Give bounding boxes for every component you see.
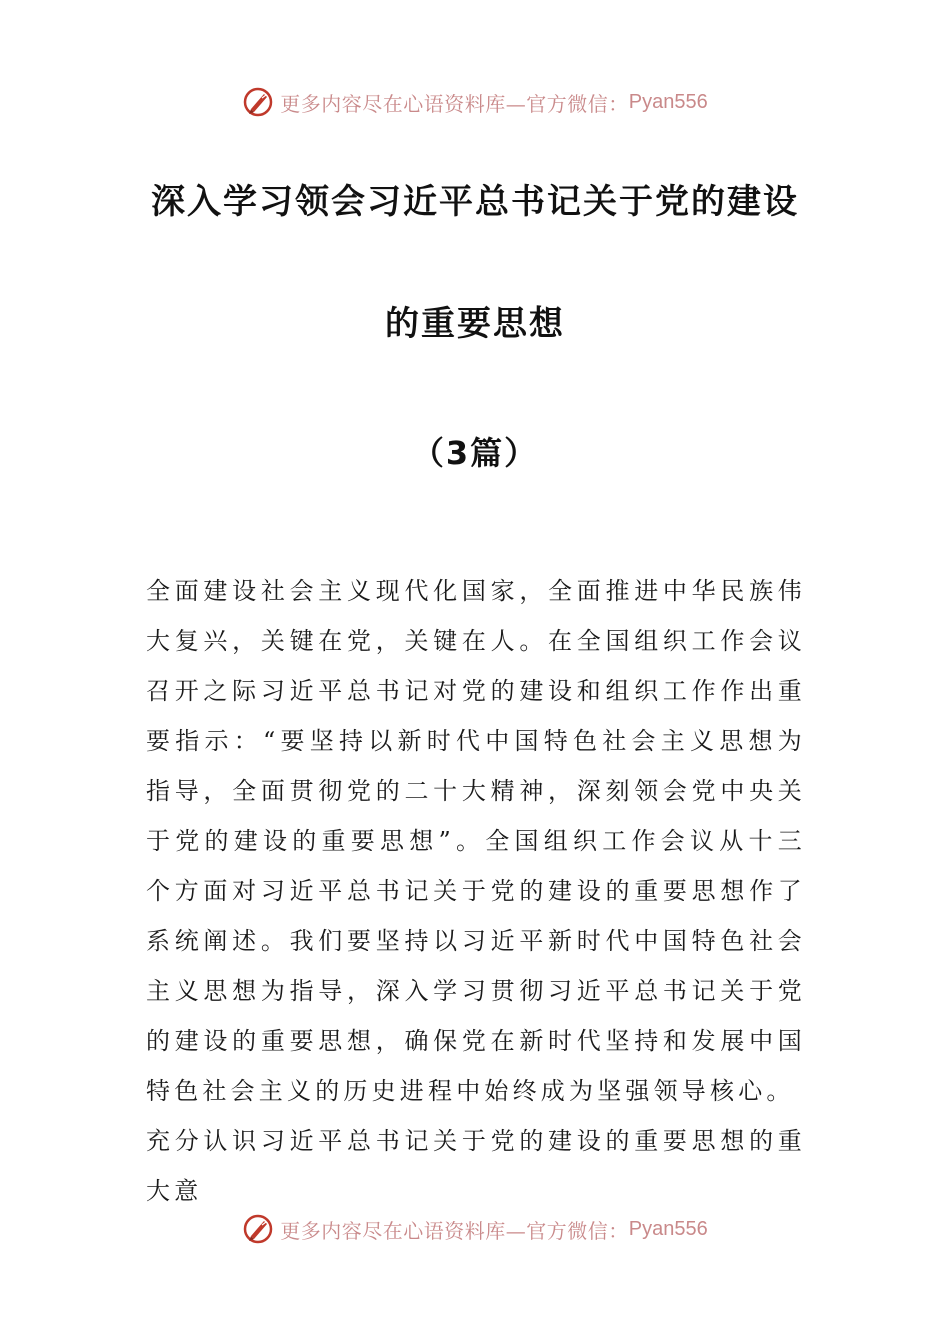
pen-logo-icon [242, 86, 274, 118]
document-body [146, 566, 806, 1216]
document-title-line-1: 深入学习领会习近平总书记关于党的建设 [151, 182, 799, 222]
document-title-line-2: 的重要思想 [385, 304, 565, 344]
watermark-wechat-id: Pyan556 [628, 1217, 708, 1240]
body-paragraph-1: 全面建设社会主义现代化国家，全面推进中华民族伟大复兴，关键在党，关键在人。在全国组织工作会议召开之际习近平总书记对党的建设和组织工作作出重要指示：“要坚持以新时代中国特色社会主义思想为指导，全面贯彻党的二十大精神，深刻领会党中央关于党的建设的重要思想”。全国组织工作会议从十三个方面对习近平总书记关于党的建设的重要思想作了系统阐述。我们要坚持以习近平新时代中国特色社会主义思想为指导，深入学习贯彻习近平总书记关于党的建设的重要思想，确保党在新时代坚持和发展中国特色社会主义的历史进程中始终成为坚强领导核心。 [146, 577, 806, 1105]
watermark-text: 更多内容尽在心语资料库—官方微信： [280, 1218, 629, 1243]
body-paragraph-2: 充分认识习近平总书记关于党的建设的重要思想的重大意 [146, 1127, 806, 1205]
footer-watermark [0, 1211, 950, 1247]
watermark-text: 更多内容尽在心语资料库—官方微信： [280, 91, 629, 116]
header-watermark [0, 84, 950, 120]
pen-logo-icon [242, 1213, 274, 1245]
watermark-wechat-id: Pyan556 [628, 90, 708, 113]
document-count-label: （3篇） [411, 434, 539, 472]
